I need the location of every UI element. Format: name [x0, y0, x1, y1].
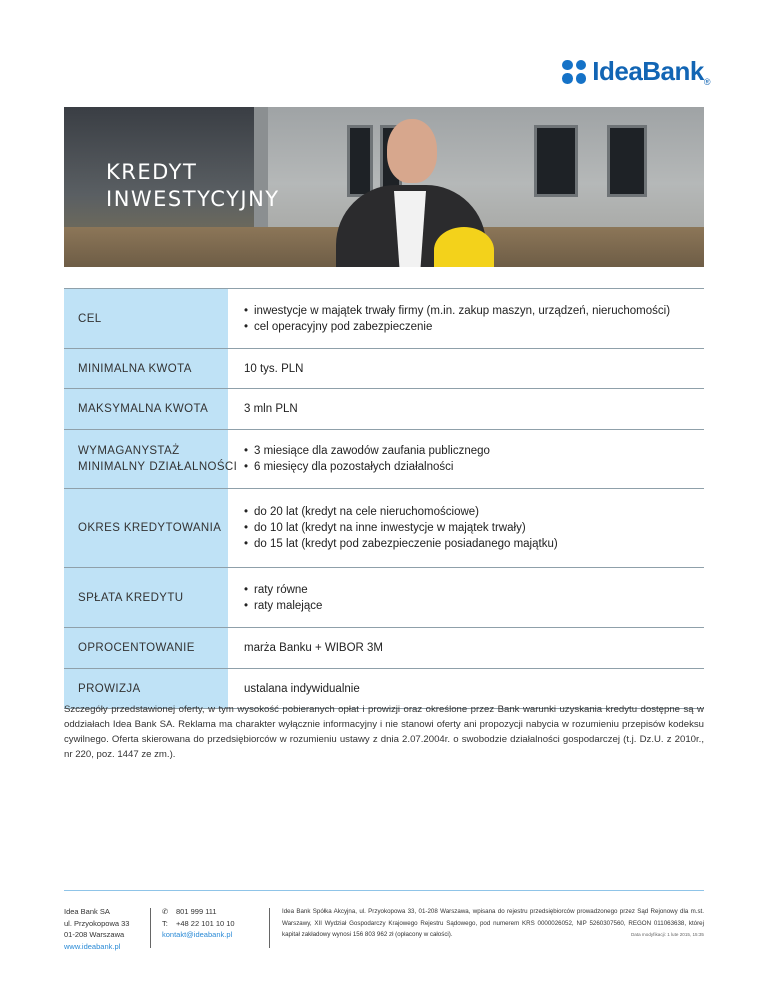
- logo-wordmark: IdeaBank®: [592, 56, 710, 87]
- row-value: 10 tys. PLN: [244, 362, 304, 375]
- company-name: Idea Bank SA: [64, 907, 110, 916]
- footer-separator: [269, 908, 270, 948]
- tel-number[interactable]: +48 22 101 10 10: [176, 918, 235, 928]
- modification-date: Data modyfikacji: 1 lute 2015, 15:35: [630, 932, 704, 937]
- businessman-head: [387, 119, 437, 183]
- street-address: ul. Przyokopowa 33: [64, 918, 130, 928]
- legal-text: Idea Bank Spółka Akcyjna, ul. Przyokopowa 33, 01-208 Warszawa, wpisana do rejestru przedsiębiorców prowadzonego przez Sąd Rejonowy dla m.st. Warszawy, XII Wydział Gospodarczy Krajowego Rejestru Sądowego, pod numerem KRS 0000026052, NIP 5260307560, REGON 011063638, której kapitał zakładowy wynosi 156 803 962 zł (opłacony w całości).: [282, 908, 704, 938]
- list-item: • 6 miesięcy dla pozostałych działalności: [244, 459, 704, 475]
- hotline-number[interactable]: 801 999 111: [176, 907, 217, 916]
- row-label: PROWIZJA: [64, 669, 228, 708]
- list-item: • 3 miesiące dla zawodów zaufania publicznego: [244, 443, 704, 459]
- list-item: • inwestycje w majątek trwały firmy (m.in. zakup maszyn, urządzeń, nieruchomości): [244, 303, 704, 319]
- footer-legal: [282, 906, 704, 941]
- phone-icon: ✆: [162, 907, 169, 916]
- offer-table: [64, 288, 704, 709]
- tel-prefix: T:: [162, 918, 168, 928]
- list-item: • do 15 lat (kredyt pod zabezpieczenie posiadanego majątku): [244, 536, 704, 552]
- row-value: ustalana indywidualnie: [244, 682, 360, 695]
- hero-banner: [64, 107, 704, 267]
- logo-dots-icon: [562, 60, 586, 84]
- row-value-list: [228, 489, 704, 567]
- table-row-max-amount: [64, 389, 704, 430]
- list-item: • do 20 lat (kredyt na cele nieruchomościowe): [244, 504, 704, 520]
- offer-disclaimer: Szczegóły przedstawionej oferty, w tym wysokość pobieranych opłat i prowizji oraz określone przez Bank warunki uzyskania kredytu dostępne są w oddziałach Idea Bank SA. Reklama ma charakter wyłącznie informacyjny i nie stanowi oferty ani propozycji nabycia w rozumieniu przepisów kodeksu cywilnego. Oferta skierowana do przedsiębiorców w rozumieniu ustawy z dnia 2.07.2004r. o swobodzie działalności gospodarczej (t.j. Dz.U. z 2010r., nr 220, poz. 1447 ze zm.).: [64, 704, 704, 760]
- row-label: SPŁATA KREDYTU: [64, 568, 228, 627]
- building-window: [607, 125, 647, 197]
- table-row-interest: [64, 628, 704, 669]
- website-link[interactable]: www.ideabank.pl: [64, 941, 121, 951]
- row-label: WYMAGANY MINIMALNY STAŻ DZIAŁALNOŚCI: [64, 430, 228, 488]
- footer-contact: [162, 906, 262, 941]
- list-item: • cel operacyjny pod zabezpieczenie: [244, 319, 704, 335]
- hard-hat-icon: [434, 227, 494, 267]
- building-window: [347, 125, 373, 197]
- row-label: CEL: [64, 289, 228, 348]
- idea-bank-logo: [562, 56, 710, 87]
- row-value-list: [228, 568, 704, 627]
- page-title: KREDYT INWESTYCYJNY: [106, 160, 280, 211]
- footer-separator: [150, 908, 151, 948]
- row-value-list: [228, 430, 704, 488]
- row-label: OKRES KREDYTOWANIA: [64, 489, 228, 567]
- footer-divider: [64, 890, 704, 891]
- row-value: marża Banku + WIBOR 3M: [244, 642, 383, 654]
- list-item: • do 10 lat (kredyt na inne inwestycje w majątek trwały): [244, 520, 704, 536]
- row-value-list: [228, 289, 704, 348]
- list-item: • raty równe: [244, 582, 704, 598]
- row-label: OPROCENTOWANIE: [64, 628, 228, 668]
- building-window: [534, 125, 578, 197]
- row-label: MAKSYMALNA KWOTA: [64, 389, 228, 429]
- table-row-min-business-age: [64, 430, 704, 489]
- row-value: 3 mln PLN: [244, 403, 298, 415]
- table-row-loan-period: [64, 489, 704, 568]
- table-row-cel: [64, 289, 704, 349]
- footer-address: [64, 906, 146, 952]
- row-label: MINIMALNA KWOTA: [64, 349, 228, 388]
- table-row-min-amount: [64, 349, 704, 389]
- table-row-repayment: [64, 568, 704, 628]
- list-item: • raty malejące: [244, 598, 704, 614]
- city-address: 01-208 Warszawa: [64, 930, 125, 939]
- email-link[interactable]: kontakt@ideabank.pl: [162, 930, 233, 939]
